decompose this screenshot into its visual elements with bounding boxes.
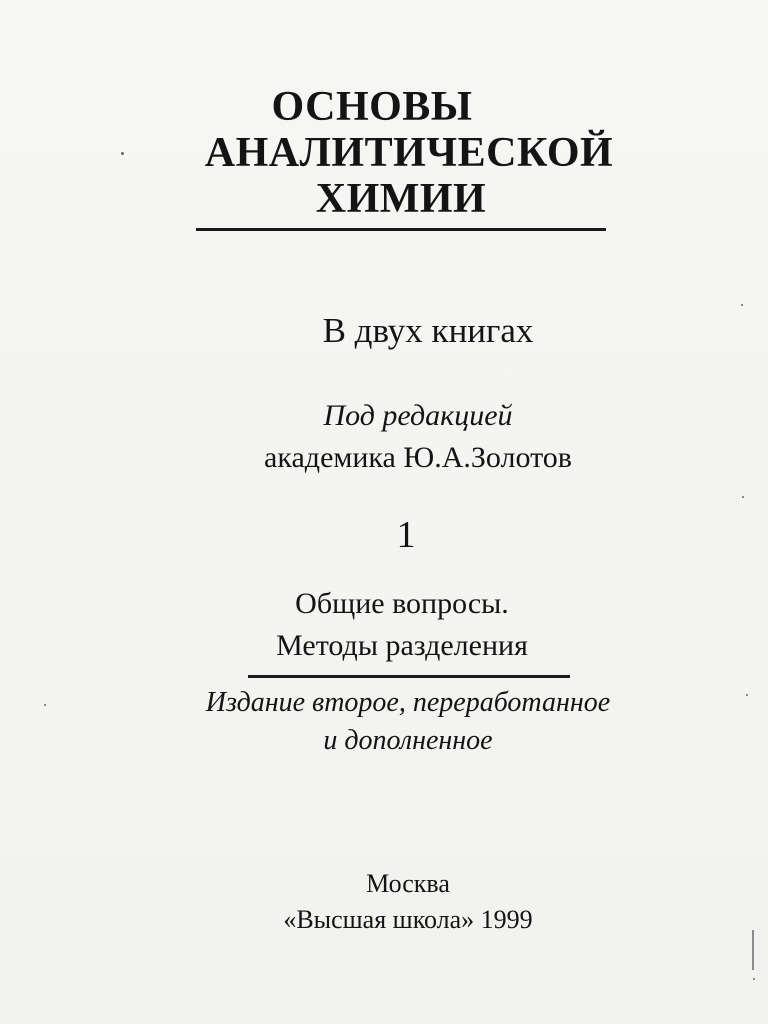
volume-subtitle-line-1: Общие вопросы. <box>295 587 509 620</box>
imprint-city: Москва <box>366 869 450 898</box>
volume-number: 1 <box>396 514 416 556</box>
edition-note-line-2: и дополненное <box>323 725 493 756</box>
scan-speck <box>121 152 124 155</box>
imprint-publisher-year: «Высшая школа» 1999 <box>283 905 533 934</box>
edition-note-line-1: Издание второе, переработанное <box>205 687 611 718</box>
books-count-line: В двух книгах <box>322 311 534 350</box>
subtitle-underline-rule <box>248 675 570 678</box>
editor-name: академика Ю.А.Золотов <box>264 441 572 474</box>
title-underline-rule <box>196 228 606 231</box>
scan-edge-mark <box>752 930 754 970</box>
scan-speck <box>44 704 46 706</box>
editor-label: Под редакцией <box>323 399 513 432</box>
scan-speck <box>742 496 744 498</box>
book-title-line-2: АНАЛИТИЧЕСКОЙ <box>204 130 614 176</box>
scan-speck <box>746 694 748 696</box>
book-title-line-1: ОСНОВЫ <box>271 84 473 130</box>
volume-subtitle-line-2: Методы разделения <box>276 629 528 662</box>
scan-speck <box>741 304 743 306</box>
scan-speck <box>753 978 755 980</box>
book-title-line-3: ХИМИИ <box>315 176 487 222</box>
